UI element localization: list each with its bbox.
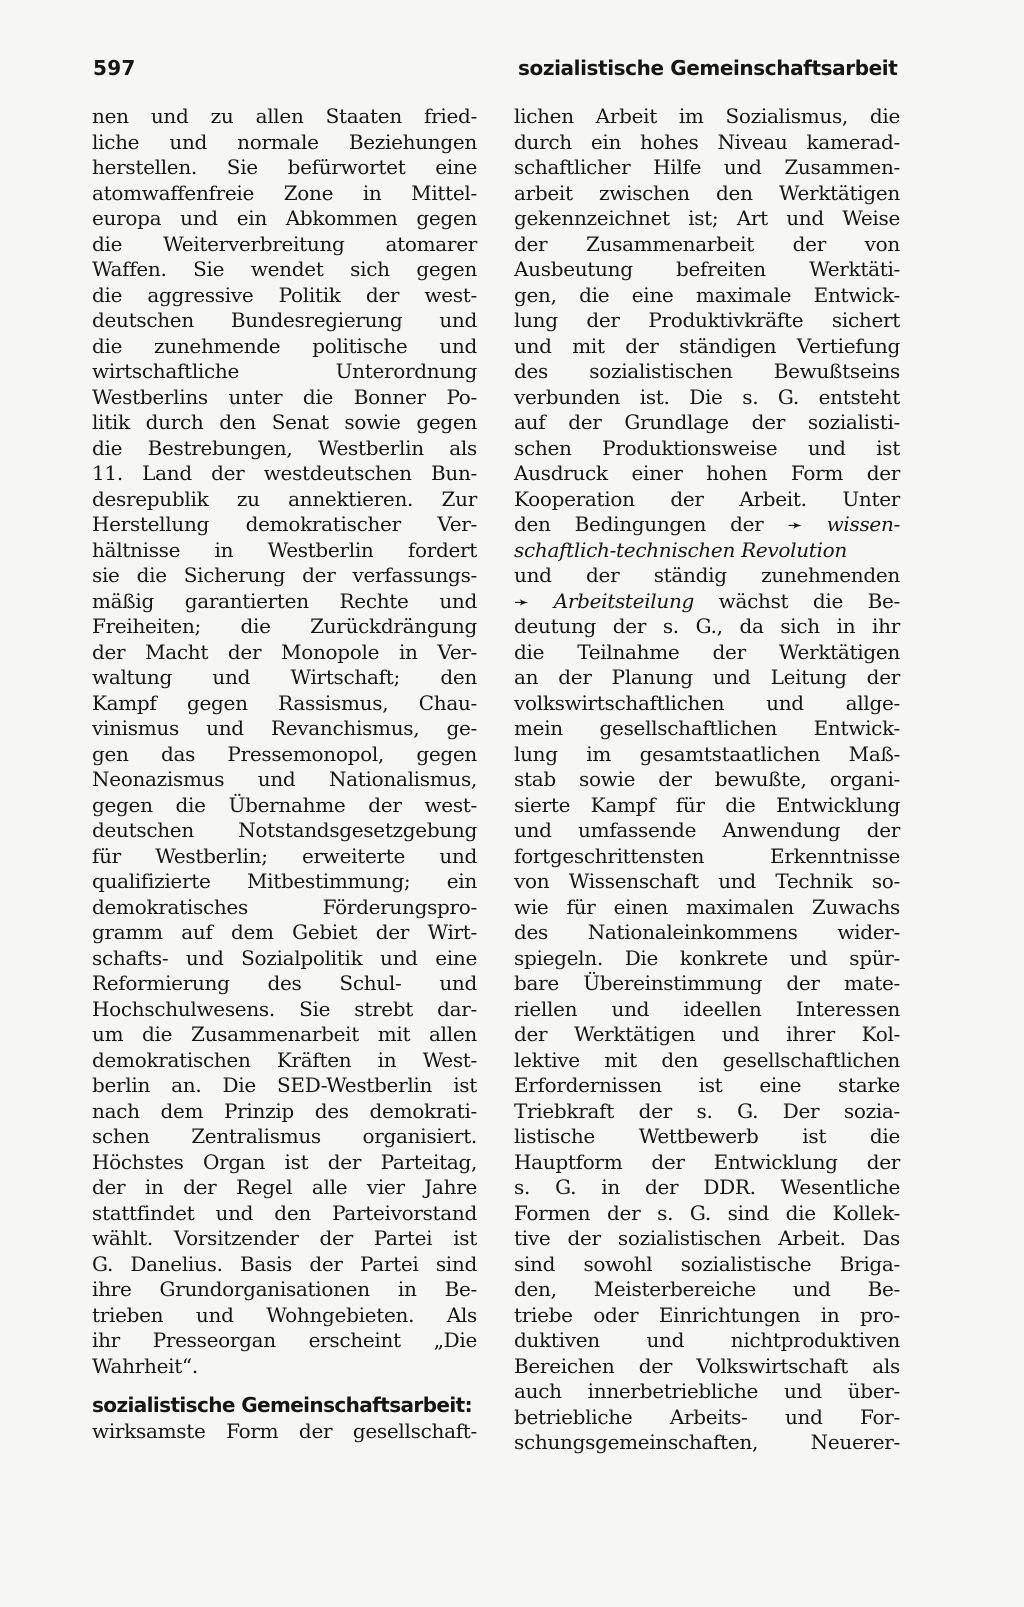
running-head: sozialistische Gemeinschaftsarbeit (518, 56, 898, 80)
text-line: wie für einen maximalen Zuwachs (514, 894, 900, 919)
text-line: Ausbeutung befreiten Werktäti- (514, 257, 900, 281)
text-line: auch innerbetriebliche und über- (514, 1379, 900, 1403)
text-line: schaftlicher Hilfe und Zusammen- (514, 155, 900, 179)
text-line: litik durch den Senat sowie gegen (92, 410, 477, 434)
text-line: berlin an. Die SED-Westberlin ist (92, 1073, 477, 1097)
text-line: an der Planung und Leitung der (514, 665, 900, 689)
text-line: schungsgemeinschaften, Neuerer- (514, 1430, 900, 1454)
text-line: der Zusammenarbeit der von (514, 231, 900, 256)
text-line: gramm auf dem Gebiet der Wirt- (92, 920, 477, 944)
cross-reference-prefix: den Bedingungen der (514, 512, 764, 536)
text-line: die Bestrebungen, Westberlin als (92, 435, 477, 460)
text-line: lichen Arbeit im Sozialismus, die (514, 104, 900, 128)
cross-reference-arbeitsteilung[interactable]: Arbeitsteilung (553, 588, 695, 613)
text-line: verbunden ist. Die s. G. entsteht (514, 384, 900, 409)
text-line: des sozialistischen Bewußtseins (514, 359, 900, 383)
text-line: listische Wettbewerb ist die (514, 1124, 900, 1148)
text-line: die Weiterverbreitung atomarer (92, 231, 477, 256)
text-line: ihr Presseorgan erscheint „Die (92, 1328, 477, 1352)
text-line: der Macht der Monopole in Ver- (92, 639, 477, 664)
text-line: Formen der s. G. sind die Kollek- (514, 1200, 900, 1225)
text-line: qualifizierte Mitbestimmung; ein (92, 869, 477, 893)
text-line: Bereichen der Volkswirtschaft als (514, 1353, 900, 1378)
text-line: für Westberlin; erweiterte und (92, 843, 477, 868)
text-line: durch ein hohes Niveau kamerad- (514, 129, 900, 154)
cross-reference-line-1 (514, 512, 900, 538)
text-line: europa und ein Abkommen gegen (92, 206, 477, 230)
text-line: stab sowie der bewußte, organi- (514, 767, 900, 791)
text-line: die aggressive Politik der west- (92, 282, 477, 307)
text-line: Waffen. Sie wendet sich gegen (92, 257, 477, 281)
text-line: lektive mit den gesellschaftlichen (514, 1047, 900, 1072)
text-line: mäßig garantierten Rechte und (92, 588, 477, 613)
cross-reference-suffix: wächst die Be- (718, 588, 900, 613)
text-line: gegen die Übernahme der west- (92, 792, 477, 817)
text-line: triebe oder Einrichtungen in pro- (514, 1302, 900, 1327)
text-line: s. G. in der DDR. Wesentliche (514, 1175, 900, 1199)
text-line: atomwaffenfreie Zone in Mittel- (92, 180, 477, 205)
text-line: waltung und Wirtschaft; den (92, 665, 477, 689)
text-line: und mit der ständigen Vertiefung (514, 333, 900, 358)
text-line: Herstellung demokratischer Ver- (92, 512, 477, 536)
text-line: Kooperation der Arbeit. Unter (514, 486, 900, 511)
text-line: auf der Grundlage der sozialisti- (514, 410, 900, 434)
text-line: sierte Kampf für die Entwicklung (514, 792, 900, 817)
text-line: betriebliche Arbeits- und For- (514, 1404, 900, 1429)
page-number: 597 (93, 56, 136, 80)
text-line: die zunehmende politische und (92, 333, 477, 358)
text-line: duktiven und nichtproduktiven (514, 1328, 900, 1352)
cross-reference-line-2 (514, 589, 900, 615)
text-line: und umfassende Anwendung der (514, 818, 900, 842)
text-line-after-reference: und der ständig zunehmenden (514, 563, 900, 587)
text-line: ihre Grundorganisationen in Be- (92, 1277, 477, 1301)
text-line: Hauptform der Entwicklung der (514, 1149, 900, 1174)
text-line: wählt. Vorsitzender der Partei ist (92, 1226, 477, 1250)
text-line: nen und zu allen Staaten fried- (92, 104, 477, 128)
text-line: bare Übereinstimmung der mate- (514, 971, 900, 995)
text-line: trieben und Wohngebieten. Als (92, 1302, 477, 1327)
text-line: der Werktätigen und ihrer Kol- (514, 1022, 900, 1046)
left-column-text (92, 104, 477, 1379)
text-line: Kampf gegen Rassismus, Chau- (92, 690, 477, 715)
text-line: stattfindet und den Parteivorstand (92, 1200, 477, 1225)
text-line: lung der Produktivkräfte sichert (514, 308, 900, 332)
cross-reference-wtr-part2[interactable]: schaftlich-technischen Revolution (514, 537, 847, 562)
cross-reference-arrow-icon: ➛ (787, 515, 803, 536)
text-line: Erfordernissen ist eine starke (514, 1073, 900, 1097)
text-line: herstellen. Sie befürwortet eine (92, 155, 477, 179)
text-line: von Wissenschaft und Technik so- (514, 869, 900, 893)
text-line: gen, die eine maximale Entwick- (514, 282, 900, 307)
text-line: deutung der s. G., da sich in ihr (514, 614, 900, 638)
cross-reference-wtr-part1[interactable]: wissen- (826, 512, 901, 536)
text-line: sind sowohl sozialistische Briga- (514, 1251, 900, 1276)
entry-headword: sozialistische Gemeinschaftsarbeit: (92, 1393, 472, 1417)
text-line: tive der sozialistischen Arbeit. Das (514, 1226, 900, 1250)
text-line: sie die Sicherung der verfassungs- (92, 563, 477, 587)
text-line: den, Meisterbereiche und Be- (514, 1277, 900, 1301)
text-line: die Teilnahme der Werktätigen (514, 639, 900, 664)
right-column-text-b (514, 614, 900, 1456)
text-line: nach dem Prinzip des demokrati- (92, 1098, 477, 1123)
text-line: gekennzeichnet ist; Art und Weise (514, 206, 900, 230)
text-line: wirtschaftliche Unterordnung (92, 359, 477, 383)
text-line: Wahrheit“. (92, 1353, 198, 1378)
text-line: 11. Land der westdeutschen Bun- (92, 461, 477, 485)
text-line: deutschen Notstandsgesetzgebung (92, 818, 477, 842)
text-line: Westberlins unter die Bonner Po- (92, 384, 477, 409)
text-line: gen das Pressemonopol, gegen (92, 741, 477, 766)
text-line: des Nationaleinkommens wider- (514, 920, 900, 944)
text-line: Ausdruck einer hohen Form der (514, 461, 900, 485)
entry-spacer (92, 1379, 477, 1393)
text-line: fortgeschrittensten Erkenntnisse (514, 843, 900, 868)
text-line: Reformierung des Schul- und (92, 971, 477, 995)
entry-first-line: wirksamste Form der gesellschaft- (92, 1418, 477, 1443)
text-line: G. Danelius. Basis der Partei sind (92, 1251, 477, 1276)
text-line: arbeit zwischen den Werktätigen (514, 180, 900, 205)
text-line: schen Produktionsweise und ist (514, 435, 900, 460)
text-line: demokratischen Kräften in West- (92, 1047, 477, 1072)
text-line: liche und normale Beziehungen (92, 129, 477, 154)
text-line: Hochschulwesens. Sie strebt dar- (92, 996, 477, 1021)
text-line: der in der Regel alle vier Jahre (92, 1175, 477, 1199)
text-line: vinismus und Revanchismus, ge- (92, 716, 477, 740)
right-column-text-a (514, 104, 900, 512)
text-line: hältnisse in Westberlin fordert (92, 537, 477, 562)
text-line: deutschen Bundesregierung und (92, 308, 477, 332)
text-line: desrepublik zu annektieren. Zur (92, 486, 477, 511)
text-line: Freiheiten; die Zurückdrängung (92, 614, 477, 638)
text-line: schafts- und Sozialpolitik und eine (92, 945, 477, 970)
cross-reference-arrow-icon: ➛ (514, 591, 530, 613)
left-column (92, 104, 477, 1444)
text-line: spiegeln. Die konkrete und spür- (514, 945, 900, 970)
text-line: riellen und ideellen Interessen (514, 996, 900, 1021)
text-line: demokratisches Förderungspro- (92, 894, 477, 919)
text-line: Neonazismus und Nationalismus, (92, 767, 477, 791)
right-column (514, 104, 900, 1456)
text-line: volkswirtschaftlichen und allge- (514, 690, 900, 715)
text-line: um die Zusammenarbeit mit allen (92, 1022, 477, 1046)
text-line: lung im gesamtstaatlichen Maß- (514, 741, 900, 766)
text-line: schen Zentralismus organisiert. (92, 1124, 477, 1148)
text-line: Triebkraft der s. G. Der sozia- (514, 1098, 900, 1123)
text-line: mein gesellschaftlichen Entwick- (514, 716, 900, 740)
text-line: Höchstes Organ ist der Parteitag, (92, 1149, 477, 1174)
